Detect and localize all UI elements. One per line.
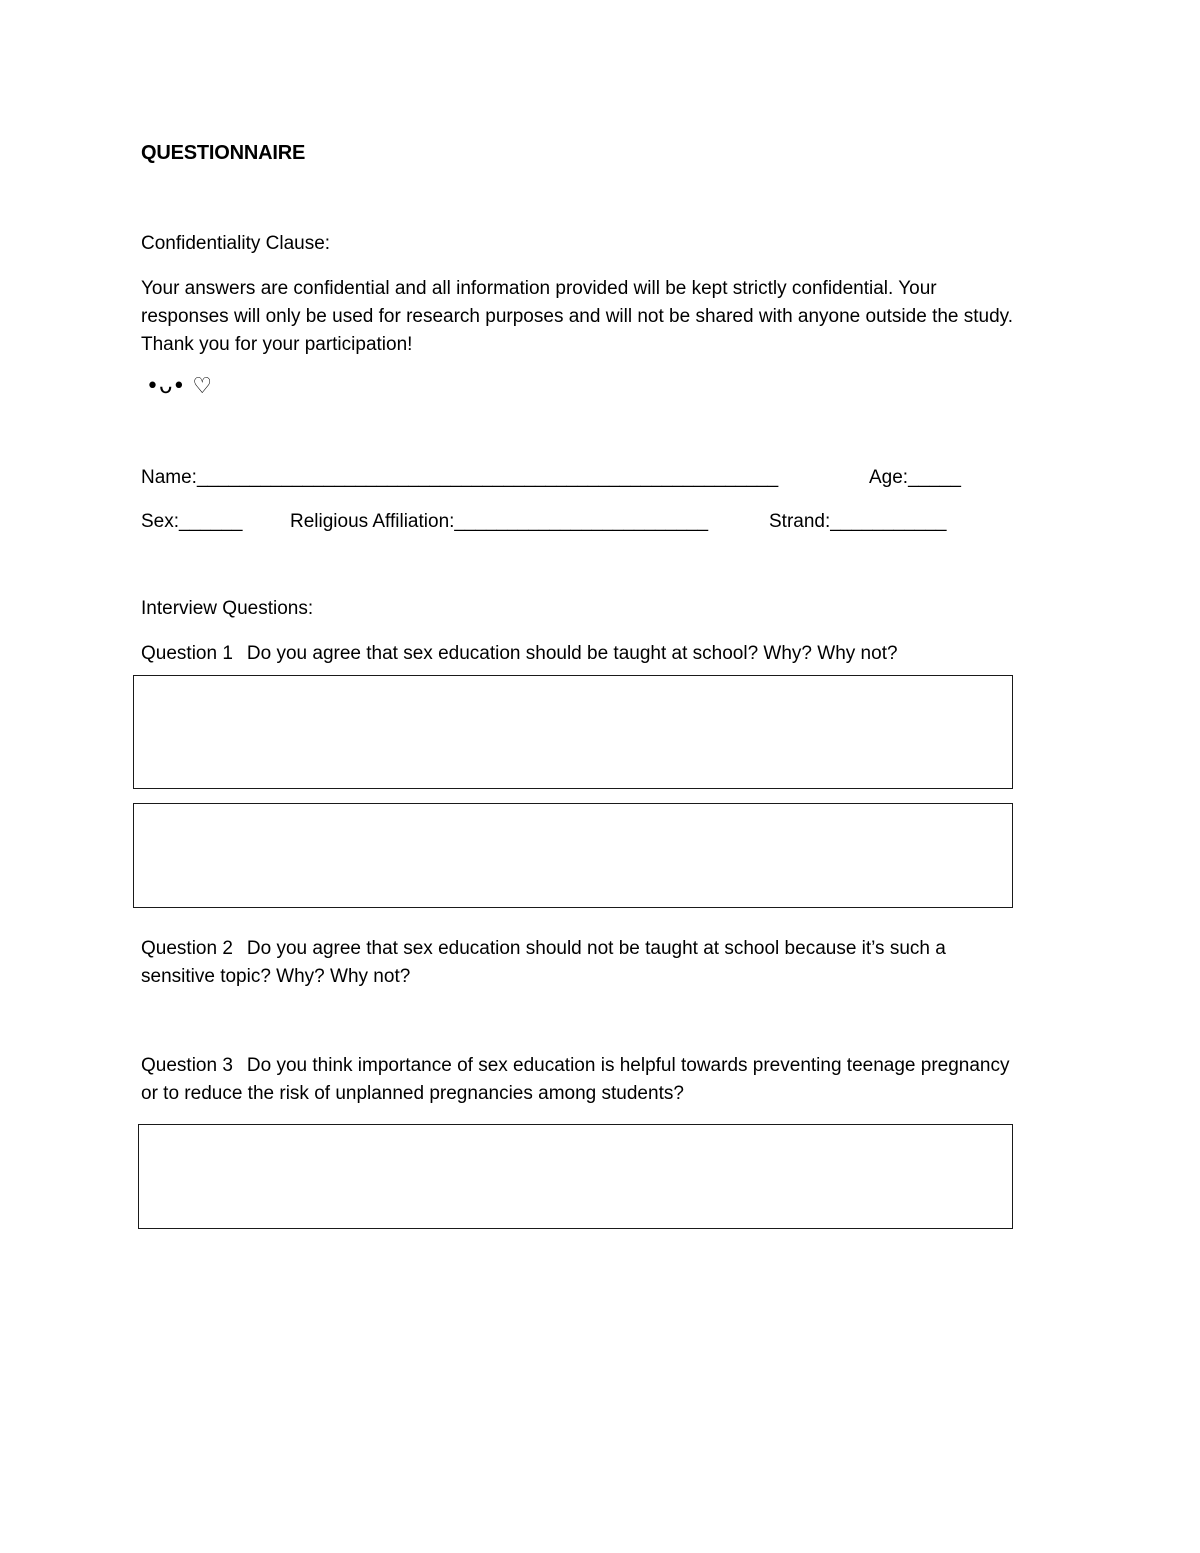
strand-field[interactable]: Strand:___________ bbox=[769, 511, 947, 532]
confidentiality-line-3: Thank you for your participation! bbox=[141, 334, 413, 355]
question-3-text-line-1: Do you think importance of sex education is helpful towards preventing teenage pregnancy bbox=[246, 1055, 1010, 1076]
smiley-heart-emoji: •ᴗ• ♡ bbox=[146, 374, 213, 399]
confidentiality-line-2: responses will only be used for research purposes and will not be shared with anyone outside the study. bbox=[141, 306, 1014, 327]
name-field[interactable]: Name:_______________________________________________________ bbox=[141, 467, 779, 488]
religious-affiliation-field[interactable]: Religious Affiliation:________________________ bbox=[290, 511, 709, 532]
sex-field[interactable]: Sex:______ bbox=[141, 511, 243, 532]
question-2-text-line-2: sensitive topic? Why? Why not? bbox=[141, 966, 411, 987]
interview-questions-label: Interview Questions: bbox=[141, 598, 314, 619]
question-3 bbox=[141, 1052, 1010, 1108]
confidentiality-label: Confidentiality Clause: bbox=[141, 233, 331, 254]
question-1-text: Do you agree that sex education should be taught at school? Why? Why not? bbox=[246, 643, 898, 664]
answer-box-2[interactable] bbox=[133, 803, 1013, 908]
answer-box-1[interactable] bbox=[133, 675, 1013, 789]
answer-box-3[interactable] bbox=[138, 1124, 1013, 1229]
question-3-number: Question 3 bbox=[141, 1055, 233, 1076]
question-3-text-line-2: or to reduce the risk of unplanned pregnancies among students? bbox=[141, 1083, 684, 1104]
question-2-number: Question 2 bbox=[141, 938, 233, 959]
question-1 bbox=[141, 640, 898, 668]
question-2 bbox=[141, 935, 946, 991]
confidentiality-line-1: Your answers are confidential and all information provided will be kept strictly confidential. Your bbox=[141, 278, 937, 299]
age-field[interactable]: Age:_____ bbox=[869, 467, 961, 488]
page-title: QUESTIONNAIRE bbox=[141, 142, 306, 164]
confidentiality-text bbox=[141, 275, 1061, 359]
question-1-number: Question 1 bbox=[141, 643, 233, 664]
question-2-text-line-1: Do you agree that sex education should not be taught at school because it’s such a bbox=[246, 938, 946, 959]
